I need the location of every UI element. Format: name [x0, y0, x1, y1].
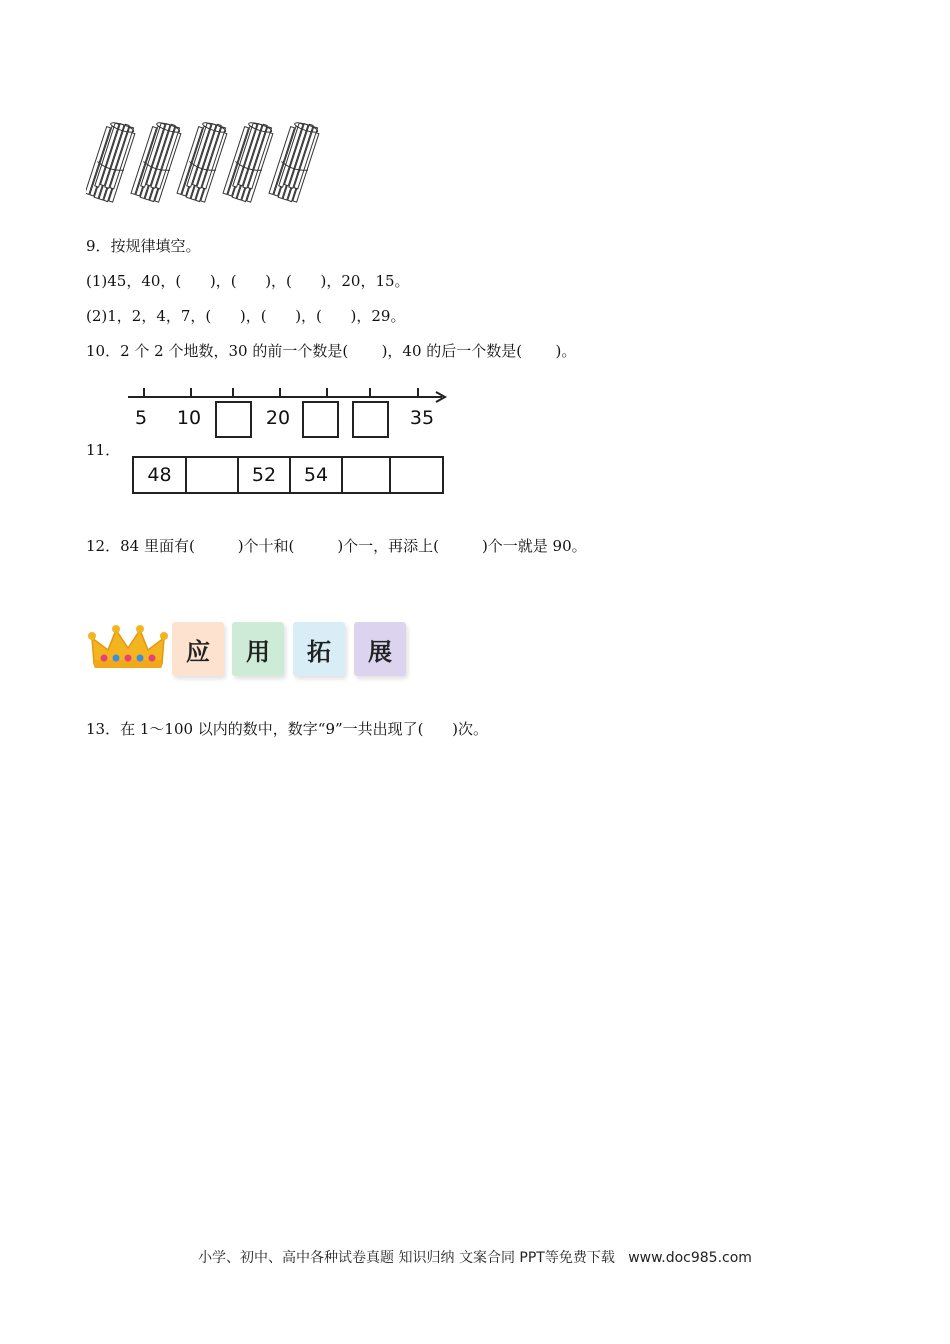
page-footer: 小学、初中、高中各种试卷真题 知识归纳 文案合同 PPT等免费下载 www.doc985.com — [198, 1250, 752, 1266]
question-12-text: 12．84 里面有( )个十和( )个一，再添上( )个一就是 90。 — [86, 537, 587, 555]
number-line-blank-box — [216, 402, 251, 437]
banner-tile: 展 — [354, 622, 406, 676]
number-line-blank-box — [303, 402, 338, 437]
sequence-cell — [186, 457, 238, 493]
banner-tile: 用 — [232, 622, 284, 676]
stick-bundles-image — [86, 120, 326, 204]
sequence-table-wrapper — [132, 456, 444, 494]
section-banner — [88, 620, 428, 680]
number-line-label: 5 — [134, 407, 148, 429]
sequence-table — [132, 456, 444, 494]
banner-tile: 应 — [172, 622, 224, 676]
question-9-title: 9．按规律填空。 — [86, 237, 201, 255]
sequence-cell: 54 — [290, 457, 342, 493]
question-11-label: 11． — [86, 441, 121, 459]
banner-tile: 拓 — [293, 622, 345, 676]
number-line-blank-box — [353, 402, 388, 437]
sequence-cell: 52 — [238, 457, 290, 493]
question-9-part-1: (1)45，40，( )，( )，( )，20，15。 — [86, 272, 410, 290]
number-line — [124, 378, 454, 444]
number-line-label: 10 — [176, 407, 202, 429]
number-line-label: 35 — [409, 407, 435, 429]
sequence-cell: 48 — [133, 457, 186, 493]
crown-icon — [88, 624, 168, 672]
question-10-text: 10．2 个 2 个地数，30 的前一个数是( )，40 的后一个数是( )。 — [86, 342, 577, 360]
question-13-text: 13．在 1～100 以内的数中，数字“9”一共出现了( )次。 — [86, 720, 488, 738]
question-9-part-2: (2)1，2，4，7，( )，( )，( )，29。 — [86, 307, 406, 325]
number-line-label: 20 — [265, 407, 291, 429]
sequence-cell — [390, 457, 443, 493]
sequence-cell — [342, 457, 390, 493]
